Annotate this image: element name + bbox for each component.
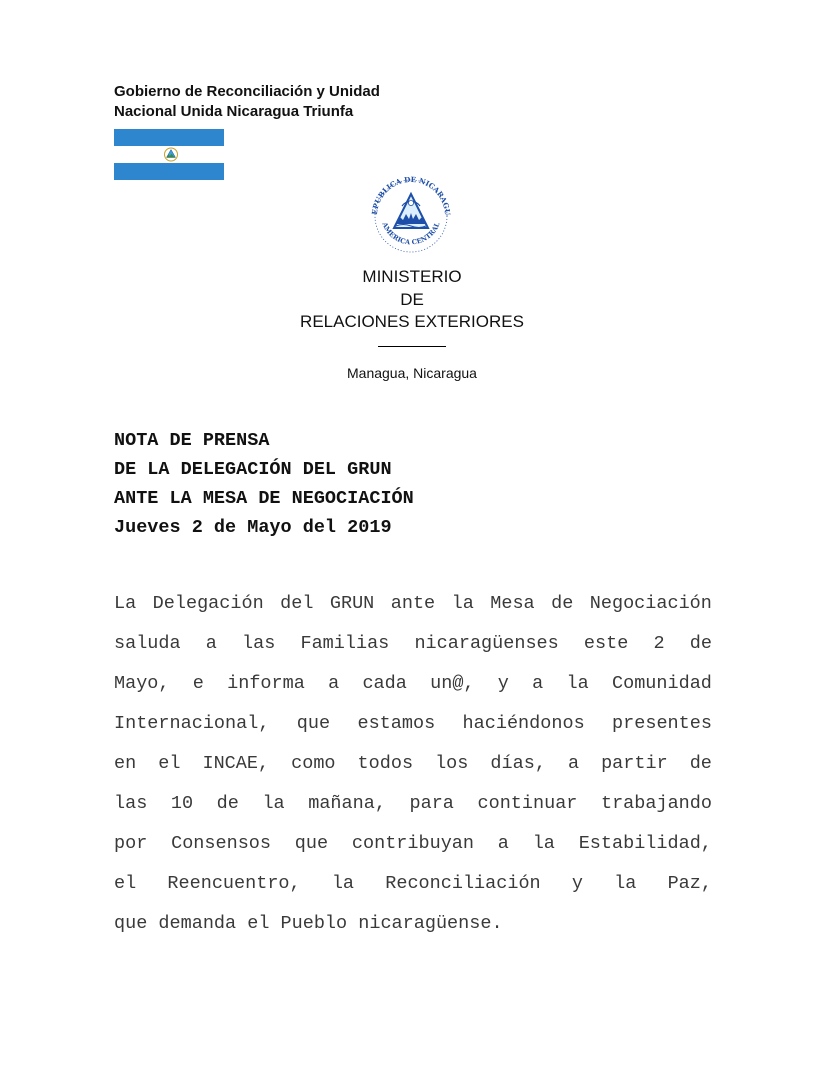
body-word: y bbox=[571, 873, 583, 894]
body-line bbox=[114, 824, 712, 864]
body-word: el bbox=[158, 753, 181, 774]
body-word: las bbox=[114, 793, 148, 814]
body-word: la bbox=[262, 793, 285, 814]
body-word: La bbox=[114, 593, 137, 614]
body-word: 10 bbox=[170, 793, 194, 814]
body-word: de bbox=[216, 793, 239, 814]
government-name-line2: Nacional Unida Nicaragua Triunfa bbox=[114, 103, 354, 120]
body-word: Reconciliación bbox=[385, 873, 541, 894]
body-word: del bbox=[280, 593, 314, 614]
body-word: Delegación bbox=[152, 593, 264, 614]
body-word: 2 bbox=[653, 633, 665, 654]
body-word: Mesa bbox=[490, 593, 535, 614]
location-line: Managua, Nicaragua bbox=[347, 365, 477, 381]
body-word: todos bbox=[357, 753, 414, 774]
body-word: Reencuentro, bbox=[167, 873, 301, 894]
ministry-name-line1: MINISTERIO bbox=[362, 267, 462, 286]
body-word: los bbox=[435, 753, 469, 774]
nicaragua-coat-of-arms-icon bbox=[366, 176, 456, 254]
body-word: de bbox=[689, 753, 712, 774]
title-line: NOTA DE PRENSA bbox=[114, 430, 270, 451]
body-word: la bbox=[451, 593, 474, 614]
body-line bbox=[114, 864, 712, 904]
body-word: Negociación bbox=[589, 593, 712, 614]
body-line bbox=[114, 624, 712, 664]
body-word: días, bbox=[490, 753, 546, 774]
header-divider bbox=[378, 346, 446, 347]
body-word: Paz, bbox=[667, 873, 712, 894]
body-word: cada bbox=[362, 673, 407, 694]
seal-bottom-text: AMERICA CENTRAL bbox=[380, 221, 442, 247]
body-word: de bbox=[689, 633, 712, 654]
body-word: nicaragüenses bbox=[414, 633, 559, 654]
body-word: a bbox=[497, 833, 509, 854]
body-word: el bbox=[114, 873, 137, 894]
body-word: las bbox=[242, 633, 276, 654]
body-line bbox=[114, 584, 712, 624]
body-word: y bbox=[497, 673, 509, 694]
ministry-name-line3: RELACIONES EXTERIORES bbox=[300, 312, 524, 331]
nicaragua-flag-icon bbox=[114, 129, 224, 180]
government-name-line1: Gobierno de Reconciliación y Unidad bbox=[114, 83, 380, 100]
body-word: mañana, bbox=[308, 793, 386, 814]
title-date-line: Jueves 2 de Mayo del 2019 bbox=[114, 517, 392, 538]
body-word: a bbox=[567, 753, 580, 774]
body-word: continuar bbox=[477, 793, 578, 814]
body-word: trabajando bbox=[600, 793, 712, 814]
flag-emblem-icon bbox=[114, 129, 224, 180]
body-word: estamos bbox=[357, 713, 436, 734]
body-word: Comunidad bbox=[611, 673, 712, 694]
body-word: de bbox=[551, 593, 574, 614]
body-word: a bbox=[328, 673, 340, 694]
body-word: como bbox=[291, 753, 336, 774]
body-line-text: que demanda el Pueblo nicaragüense. bbox=[114, 913, 503, 934]
body-word: un@, bbox=[430, 673, 475, 694]
body-word: que bbox=[294, 833, 329, 854]
press-note-body bbox=[114, 584, 712, 944]
body-word: Familias bbox=[300, 633, 390, 654]
body-word: saluda bbox=[114, 633, 181, 654]
body-word: e bbox=[192, 673, 204, 694]
body-word: la bbox=[566, 673, 589, 694]
title-line: ANTE LA MESA DE NEGOCIACIÓN bbox=[114, 488, 414, 509]
title-line: DE LA DELEGACIÓN DEL GRUN bbox=[114, 459, 392, 480]
body-line bbox=[114, 744, 712, 784]
body-word: Consensos bbox=[171, 833, 272, 854]
body-line bbox=[114, 784, 712, 824]
body-word: presentes bbox=[612, 713, 712, 734]
body-word: en bbox=[114, 753, 137, 774]
body-word: partir bbox=[601, 753, 668, 774]
body-line bbox=[114, 664, 712, 704]
body-word: la bbox=[614, 873, 637, 894]
body-word: la bbox=[331, 873, 355, 894]
body-line bbox=[114, 704, 712, 744]
body-word: la bbox=[532, 833, 555, 854]
body-word: Mayo, bbox=[114, 673, 170, 694]
body-word: para bbox=[409, 793, 454, 814]
body-word: contribuyan bbox=[351, 833, 475, 854]
seal-top-text: EPUBLICA DE NICARAGU bbox=[369, 176, 453, 216]
press-note-title bbox=[114, 426, 414, 542]
body-word: este bbox=[583, 633, 629, 654]
body-word: a bbox=[205, 633, 217, 654]
body-word: Estabilidad, bbox=[578, 833, 712, 854]
body-word: a bbox=[532, 673, 544, 694]
body-word: haciéndonos bbox=[462, 713, 585, 734]
body-word: que bbox=[296, 713, 331, 734]
body-word: por bbox=[114, 833, 148, 854]
ministry-name-line2: DE bbox=[400, 290, 424, 309]
body-word: GRUN bbox=[329, 593, 375, 614]
body-word: INCAE, bbox=[202, 753, 270, 774]
body-word: informa bbox=[227, 673, 305, 694]
government-header bbox=[114, 82, 380, 122]
body-word: Internacional, bbox=[114, 713, 270, 734]
body-word: ante bbox=[390, 593, 436, 614]
body-line bbox=[114, 904, 712, 944]
